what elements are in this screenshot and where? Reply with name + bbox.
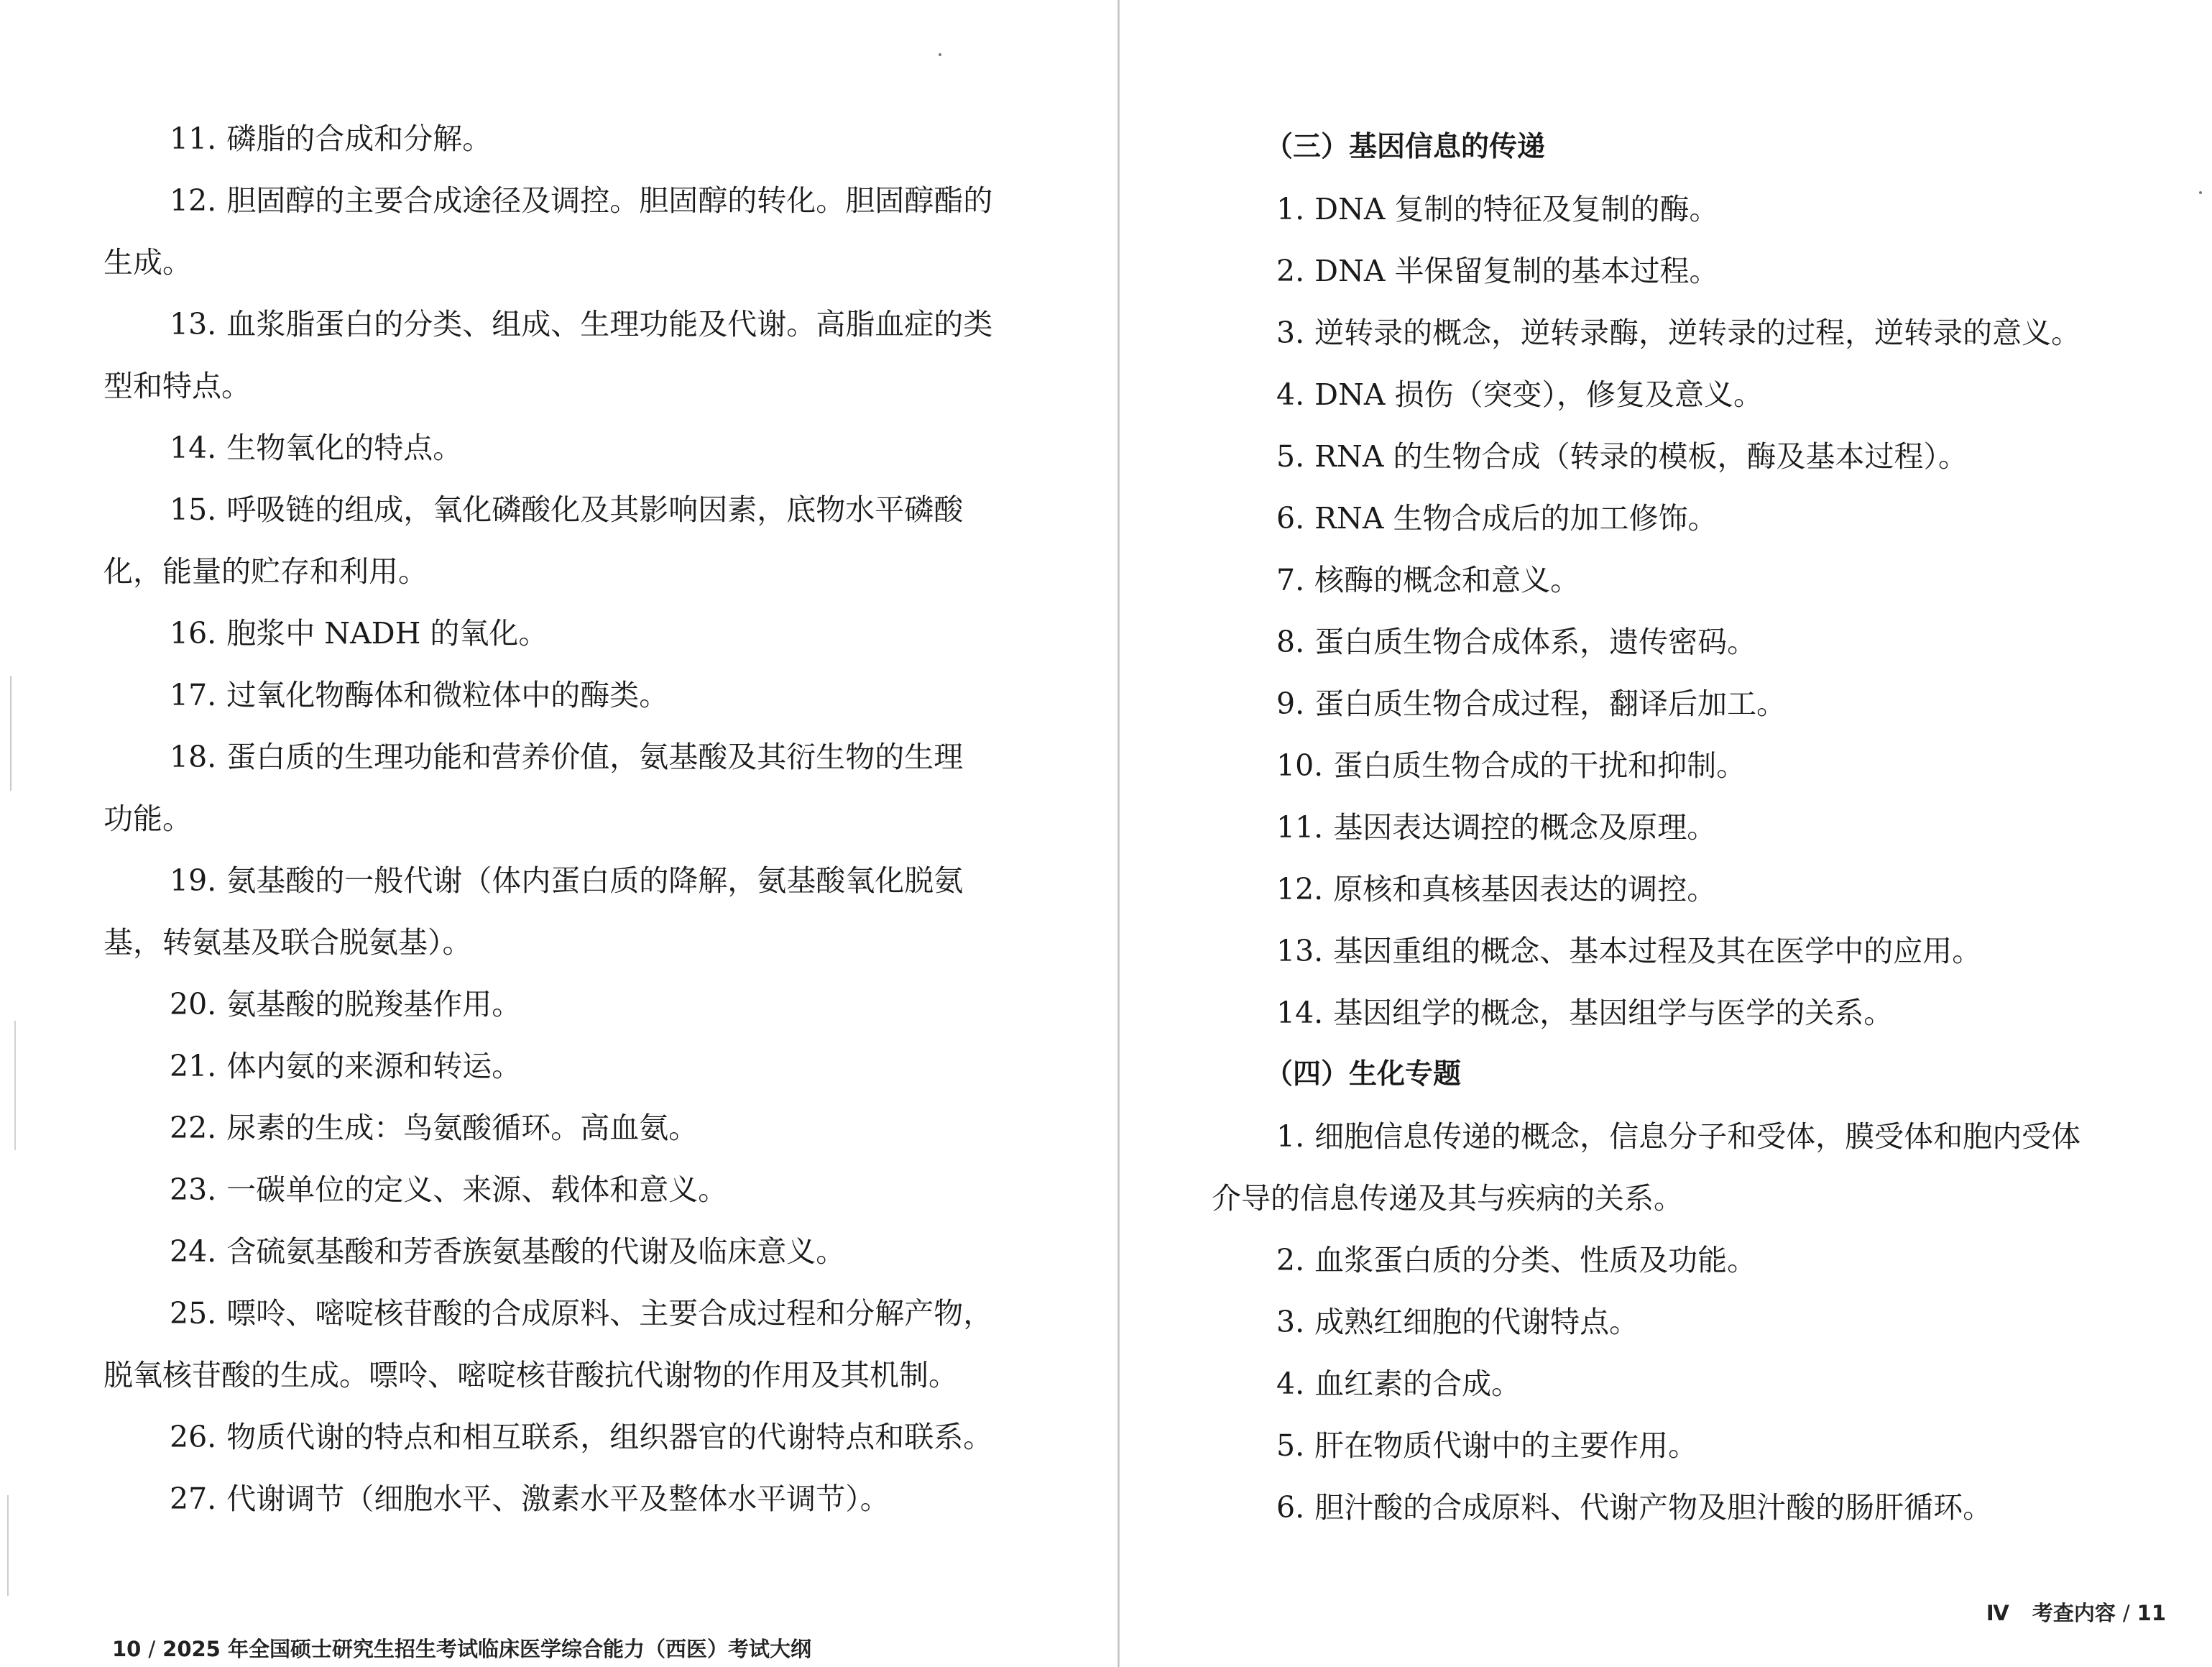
item-number: 19. — [170, 863, 217, 898]
item-text-continuation: 介导的信息传递及其与疾病的关系。 — [1212, 1181, 1683, 1216]
item-number: 14. — [1276, 996, 1324, 1030]
outline-item — [103, 726, 1104, 850]
item-text: RNA 生物合成后的加工修饰。 — [1314, 501, 1718, 536]
item-text: 血浆蛋白质的分类、性质及功能。 — [1314, 1243, 1757, 1277]
item-number: 6. — [1276, 501, 1305, 536]
item-text: 细胞信息传递的概念，信息分子和受体，膜受体和胞内受体 — [1314, 1119, 2081, 1154]
outline-item — [103, 850, 1104, 973]
outline-item — [1276, 611, 2182, 673]
item-number: 5. — [1276, 1428, 1305, 1463]
item-number: 6. — [1276, 1490, 1305, 1525]
item-text: 氨基酸的脱羧基作用。 — [226, 987, 522, 1021]
item-number: 22. — [170, 1111, 217, 1145]
item-number: 14. — [170, 431, 217, 465]
right-page-footer — [1986, 1597, 2166, 1627]
outline-item — [1276, 487, 2182, 549]
outline-item — [170, 1159, 1104, 1221]
item-text: DNA 半保留复制的基本过程。 — [1314, 254, 1719, 288]
item-number: 5. — [1276, 439, 1305, 474]
outline-item — [1276, 364, 2182, 426]
right-page — [1121, 0, 2212, 1667]
item-text: 过氧化物酶体和微粒体中的酶类。 — [226, 678, 669, 712]
item-text: 体内氨的来源和转运。 — [226, 1049, 522, 1083]
item-text: 逆转录的概念，逆转录酶，逆转录的过程，逆转录的意义。 — [1314, 316, 2081, 350]
item-text: 蛋白质生物合成体系，遗传密码。 — [1314, 625, 1757, 659]
item-text: 核酶的概念和意义。 — [1314, 563, 1580, 597]
outline-item — [103, 1282, 1104, 1406]
item-text: 一碳单位的定义、来源、载体和意义。 — [226, 1172, 728, 1207]
item-text: 基因组学的概念，基因组学与医学的关系。 — [1333, 996, 1894, 1030]
item-text: 蛋白质生物合成过程，翻译后加工。 — [1314, 686, 1787, 721]
item-number: 17. — [170, 678, 217, 712]
item-number: 4. — [1276, 377, 1305, 412]
item-text: 基因表达调控的概念及原理。 — [1333, 810, 1717, 845]
book-title: 2025 年全国硕士研究生招生考试临床医学综合能力（西医）考试大纲 — [162, 1637, 811, 1661]
item-number: 11. — [170, 121, 217, 156]
outline-item — [103, 293, 1104, 417]
outline-item — [1276, 549, 2182, 611]
item-text: 磷脂的合成和分解。 — [226, 121, 492, 156]
outline-item — [1276, 426, 2182, 487]
chapter-number: Ⅳ — [1986, 1601, 2009, 1625]
item-text-continuation: 化，能量的贮存和利用。 — [103, 554, 428, 589]
outline-item — [1276, 178, 2182, 240]
item-number: 24. — [170, 1234, 217, 1269]
item-text: DNA 复制的特征及复制的酶。 — [1314, 192, 1719, 226]
outline-item — [1276, 240, 2182, 302]
outline-item — [1276, 796, 2182, 858]
outline-item — [103, 170, 1104, 293]
chapter-title: 考查内容 — [2032, 1601, 2116, 1625]
outline-item — [170, 602, 1104, 664]
item-number: 1. — [1276, 1119, 1305, 1154]
item-text: RNA 的生物合成（转录的模板，酶及基本过程）。 — [1314, 439, 1968, 474]
item-number: 13. — [1276, 934, 1324, 968]
outline-item — [1276, 858, 2182, 920]
item-text: 基因重组的概念、基本过程及其在医学中的应用。 — [1333, 934, 1982, 968]
item-text: 血浆脂蛋白的分类、组成、生理功能及代谢。高脂血症的类 — [226, 307, 993, 341]
item-text: 胆固醇的主要合成途径及调控。胆固醇的转化。胆固醇酯的 — [226, 183, 993, 218]
outline-item — [170, 1097, 1104, 1159]
section-heading: （四）生化专题 — [1265, 1058, 1462, 1090]
item-text: 生物氧化的特点。 — [226, 431, 463, 465]
item-number: 15. — [170, 492, 217, 527]
outline-item — [1276, 1415, 2182, 1477]
outline-item — [1276, 1353, 2182, 1415]
outline-item — [103, 479, 1104, 602]
outline-item — [1212, 1106, 2182, 1229]
item-text: 成熟红细胞的代谢特点。 — [1314, 1305, 1639, 1339]
item-text: 胞浆中 NADH 的氧化。 — [226, 616, 548, 651]
item-text: 肝在物质代谢中的主要作用。 — [1314, 1428, 1698, 1463]
item-number: 13. — [170, 307, 217, 341]
item-number: 3. — [1276, 1305, 1305, 1339]
item-text: 含硫氨基酸和芳香族氨基酸的代谢及临床意义。 — [226, 1234, 846, 1269]
item-text-continuation: 功能。 — [103, 802, 192, 836]
item-text: 物质代谢的特点和相互联系，组织器官的代谢特点和联系。 — [226, 1420, 993, 1454]
item-number: 11. — [1276, 810, 1324, 845]
outline-item — [170, 1221, 1104, 1282]
item-text: 血红素的合成。 — [1314, 1367, 1521, 1401]
outline-item — [1276, 1477, 2182, 1538]
item-text: 嘌呤、嘧啶核苷酸的合成原料、主要合成过程和分解产物， — [226, 1296, 993, 1331]
item-text-continuation: 基，转氨基及联合脱氨基）。 — [103, 925, 472, 960]
outline-item — [1276, 302, 2182, 364]
item-number: 27. — [170, 1482, 217, 1516]
item-text: 蛋白质的生理功能和营养价值，氨基酸及其衍生物的生理 — [226, 740, 964, 774]
left-page-footer — [112, 1633, 811, 1663]
item-number: 4. — [1276, 1367, 1305, 1401]
outline-item — [170, 973, 1104, 1035]
section-heading: （三）基因信息的传递 — [1265, 131, 1546, 163]
outline-item — [170, 108, 1104, 170]
item-number: 12. — [1276, 872, 1324, 906]
item-number: 18. — [170, 740, 217, 774]
outline-item — [170, 417, 1104, 479]
item-number: 9. — [1276, 686, 1305, 721]
outline-item — [1276, 1229, 2182, 1291]
outline-item — [1276, 673, 2182, 735]
item-text: 蛋白质生物合成的干扰和抑制。 — [1333, 748, 1746, 783]
item-number: 20. — [170, 987, 217, 1021]
item-text: 呼吸链的组成，氧化磷酸化及其影响因素，底物水平磷酸 — [226, 492, 964, 527]
page-number: 10 — [112, 1637, 142, 1661]
item-number: 2. — [1276, 254, 1305, 288]
item-text: DNA 损伤（突变），修复及意义。 — [1314, 377, 1764, 412]
item-number: 26. — [170, 1420, 217, 1454]
item-number: 1. — [1276, 192, 1305, 226]
item-text-continuation: 脱氧核苷酸的生成。嘌呤、嘧啶核苷酸抗代谢物的作用及其机制。 — [103, 1358, 958, 1392]
item-number: 10. — [1276, 748, 1324, 783]
item-number: 7. — [1276, 563, 1305, 597]
item-text: 代谢调节（细胞水平、激素水平及整体水平调节）。 — [226, 1482, 890, 1516]
outline-item — [170, 1035, 1104, 1097]
item-text: 尿素的生成：鸟氨酸循环。高血氨。 — [226, 1111, 699, 1145]
outline-item — [1276, 982, 2182, 1044]
left-item-list — [103, 108, 1104, 1530]
page-number: 11 — [2137, 1601, 2166, 1625]
outline-item — [170, 664, 1104, 726]
item-number: 21. — [170, 1049, 217, 1083]
item-number: 12. — [170, 183, 217, 218]
outline-item — [1276, 735, 2182, 796]
outline-item — [170, 1406, 1104, 1468]
outline-item — [1276, 920, 2182, 982]
right-item-list — [1212, 116, 2182, 1538]
item-number: 3. — [1276, 316, 1305, 350]
item-text: 胆汁酸的合成原料、代谢产物及胆汁酸的肠肝循环。 — [1314, 1490, 1993, 1525]
footer-separator: / — [2122, 1601, 2130, 1625]
item-text: 原核和真核基因表达的调控。 — [1333, 872, 1717, 906]
item-number: 16. — [170, 616, 217, 651]
item-text-continuation: 型和特点。 — [103, 369, 251, 403]
item-text: 氨基酸的一般代谢（体内蛋白质的降解，氨基酸氧化脱氨 — [226, 863, 964, 898]
footer-separator: / — [148, 1637, 156, 1661]
item-text-continuation: 生成。 — [103, 245, 192, 280]
item-number: 25. — [170, 1296, 217, 1331]
outline-item — [1276, 1291, 2182, 1353]
outline-item — [170, 1468, 1104, 1530]
item-number: 23. — [170, 1172, 217, 1207]
item-number: 8. — [1276, 625, 1305, 659]
item-number: 2. — [1276, 1243, 1305, 1277]
